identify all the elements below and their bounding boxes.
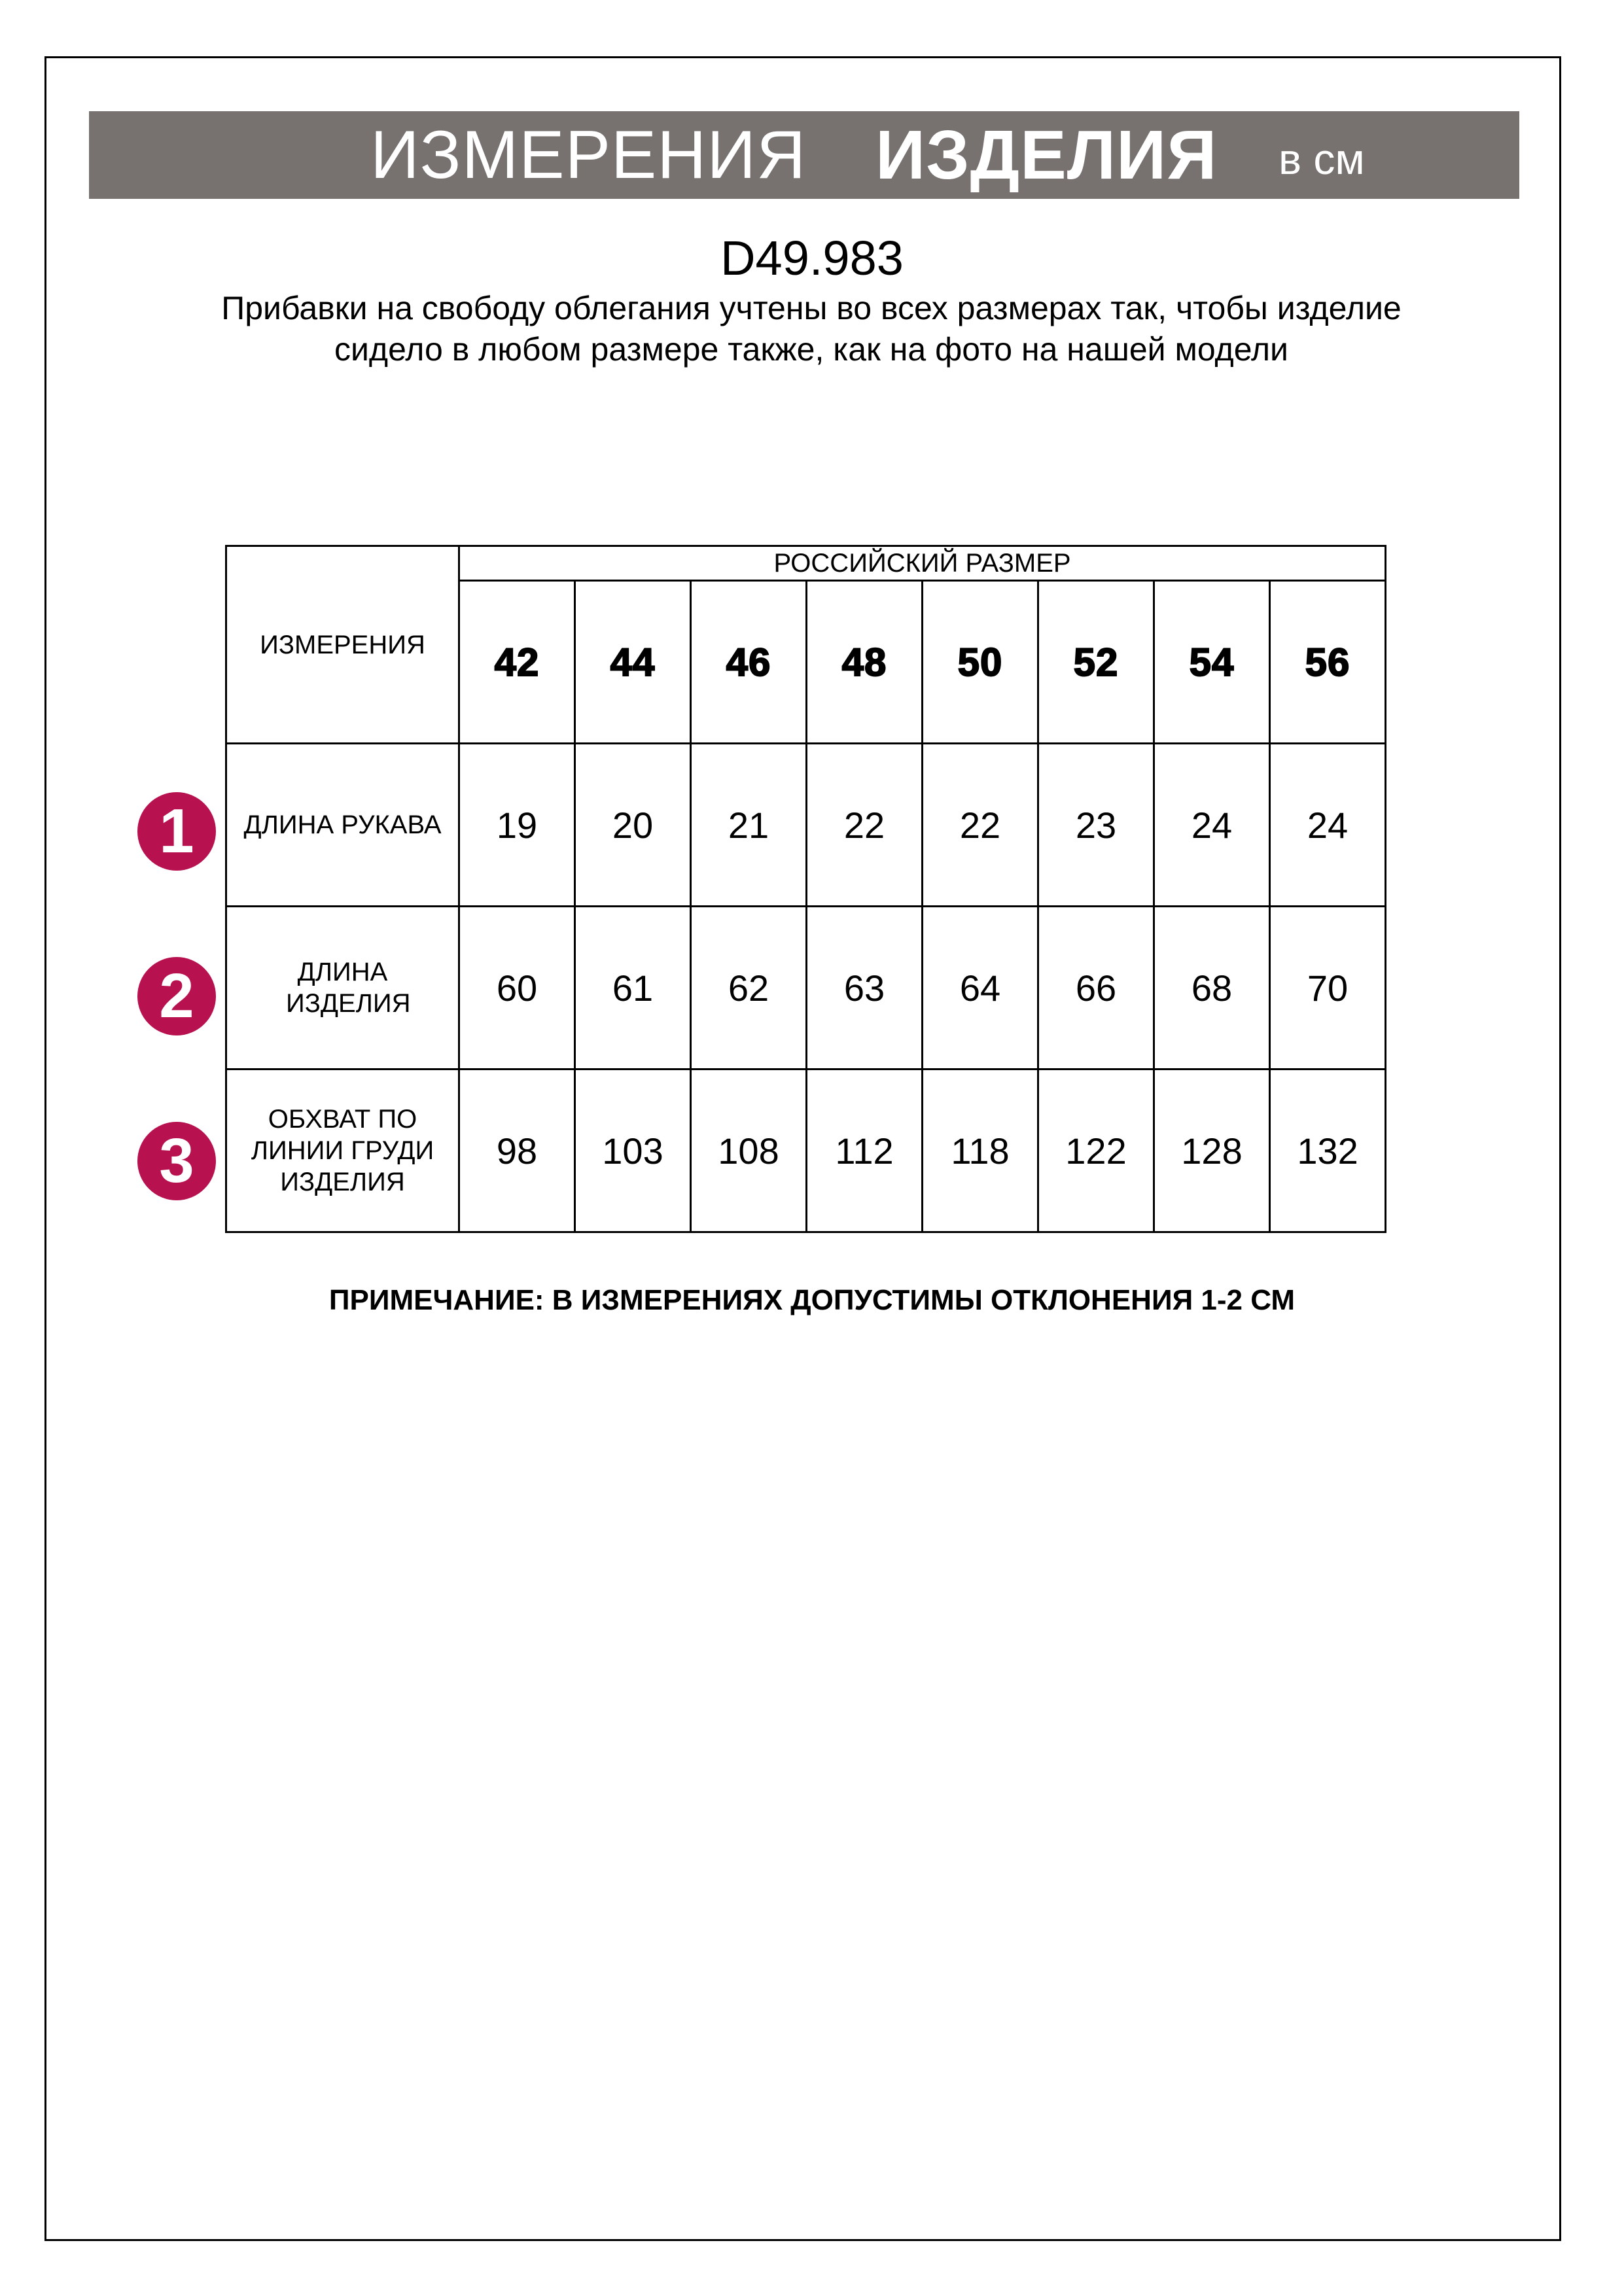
- table-cell: 64: [923, 907, 1038, 1070]
- table-cell: 22: [923, 744, 1038, 907]
- intro-text: Прибавки на свободу облегания учтены во всех размерах так, чтобы изделие сидело в любом размере также, как на фото на нашей модели: [221, 290, 1402, 368]
- table-cell: 62: [691, 907, 807, 1070]
- table-cell: 60: [459, 907, 575, 1070]
- table-cell: 128: [1154, 1070, 1270, 1232]
- title-banner: [89, 111, 1519, 199]
- table-cell: 20: [575, 744, 691, 907]
- table-cell: 122: [1038, 1070, 1154, 1232]
- row-number-badge: 2: [137, 957, 216, 1035]
- size-header: 50: [923, 581, 1038, 744]
- table-cell: 68: [1154, 907, 1270, 1070]
- row-label: ДЛИНА РУКАВА: [226, 744, 459, 907]
- article-code: D49.983: [720, 231, 904, 285]
- table-cell: 132: [1270, 1070, 1386, 1232]
- table-cell: 21: [691, 744, 807, 907]
- title-item: ИЗДЕЛИЯ: [875, 116, 1218, 194]
- row-label: ДЛИНА ИЗДЕЛИЯ: [226, 907, 459, 1070]
- table-cell: 24: [1154, 744, 1270, 907]
- size-header: 54: [1154, 581, 1270, 744]
- table-row: [226, 1070, 1386, 1232]
- table-cell: 98: [459, 1070, 575, 1232]
- note-text: ПРИМЕЧАНИЕ: В ИЗМЕРЕНИЯХ ДОПУСТИМЫ ОТКЛОНЕНИЯ 1-2 СМ: [328, 1284, 1296, 1316]
- table-row: [226, 907, 1386, 1070]
- row-number-badge: 1: [137, 792, 216, 871]
- size-chart-table: [225, 545, 1386, 1233]
- size-header: 42: [459, 581, 575, 744]
- table-cell: 24: [1270, 744, 1386, 907]
- table-row: [226, 744, 1386, 907]
- row-label: ОБХВАТ ПО ЛИНИИ ГРУДИ ИЗДЕЛИЯ: [226, 1070, 459, 1232]
- row-number-badge: 3: [137, 1122, 216, 1200]
- table-cell: 103: [575, 1070, 691, 1232]
- table-cell: 118: [923, 1070, 1038, 1232]
- size-header: 44: [575, 581, 691, 744]
- table-cell: 19: [459, 744, 575, 907]
- table-cell: 112: [807, 1070, 923, 1232]
- size-header: 48: [807, 581, 923, 744]
- title-unit: в см: [1279, 135, 1365, 183]
- table-cell: 70: [1270, 907, 1386, 1070]
- size-header: 46: [691, 581, 807, 744]
- table-cell: 22: [807, 744, 923, 907]
- table-cell: 23: [1038, 744, 1154, 907]
- table-cell: 66: [1038, 907, 1154, 1070]
- size-header: 56: [1270, 581, 1386, 744]
- size-group-header: РОССИЙСКИЙ РАЗМЕР: [459, 546, 1386, 581]
- table-cell: 108: [691, 1070, 807, 1232]
- size-header: 52: [1038, 581, 1154, 744]
- title-measurements: ИЗМЕРЕНИЯ: [370, 117, 807, 193]
- measurements-header: ИЗМЕРЕНИЯ: [226, 546, 459, 744]
- table-cell: 63: [807, 907, 923, 1070]
- table-cell: 61: [575, 907, 691, 1070]
